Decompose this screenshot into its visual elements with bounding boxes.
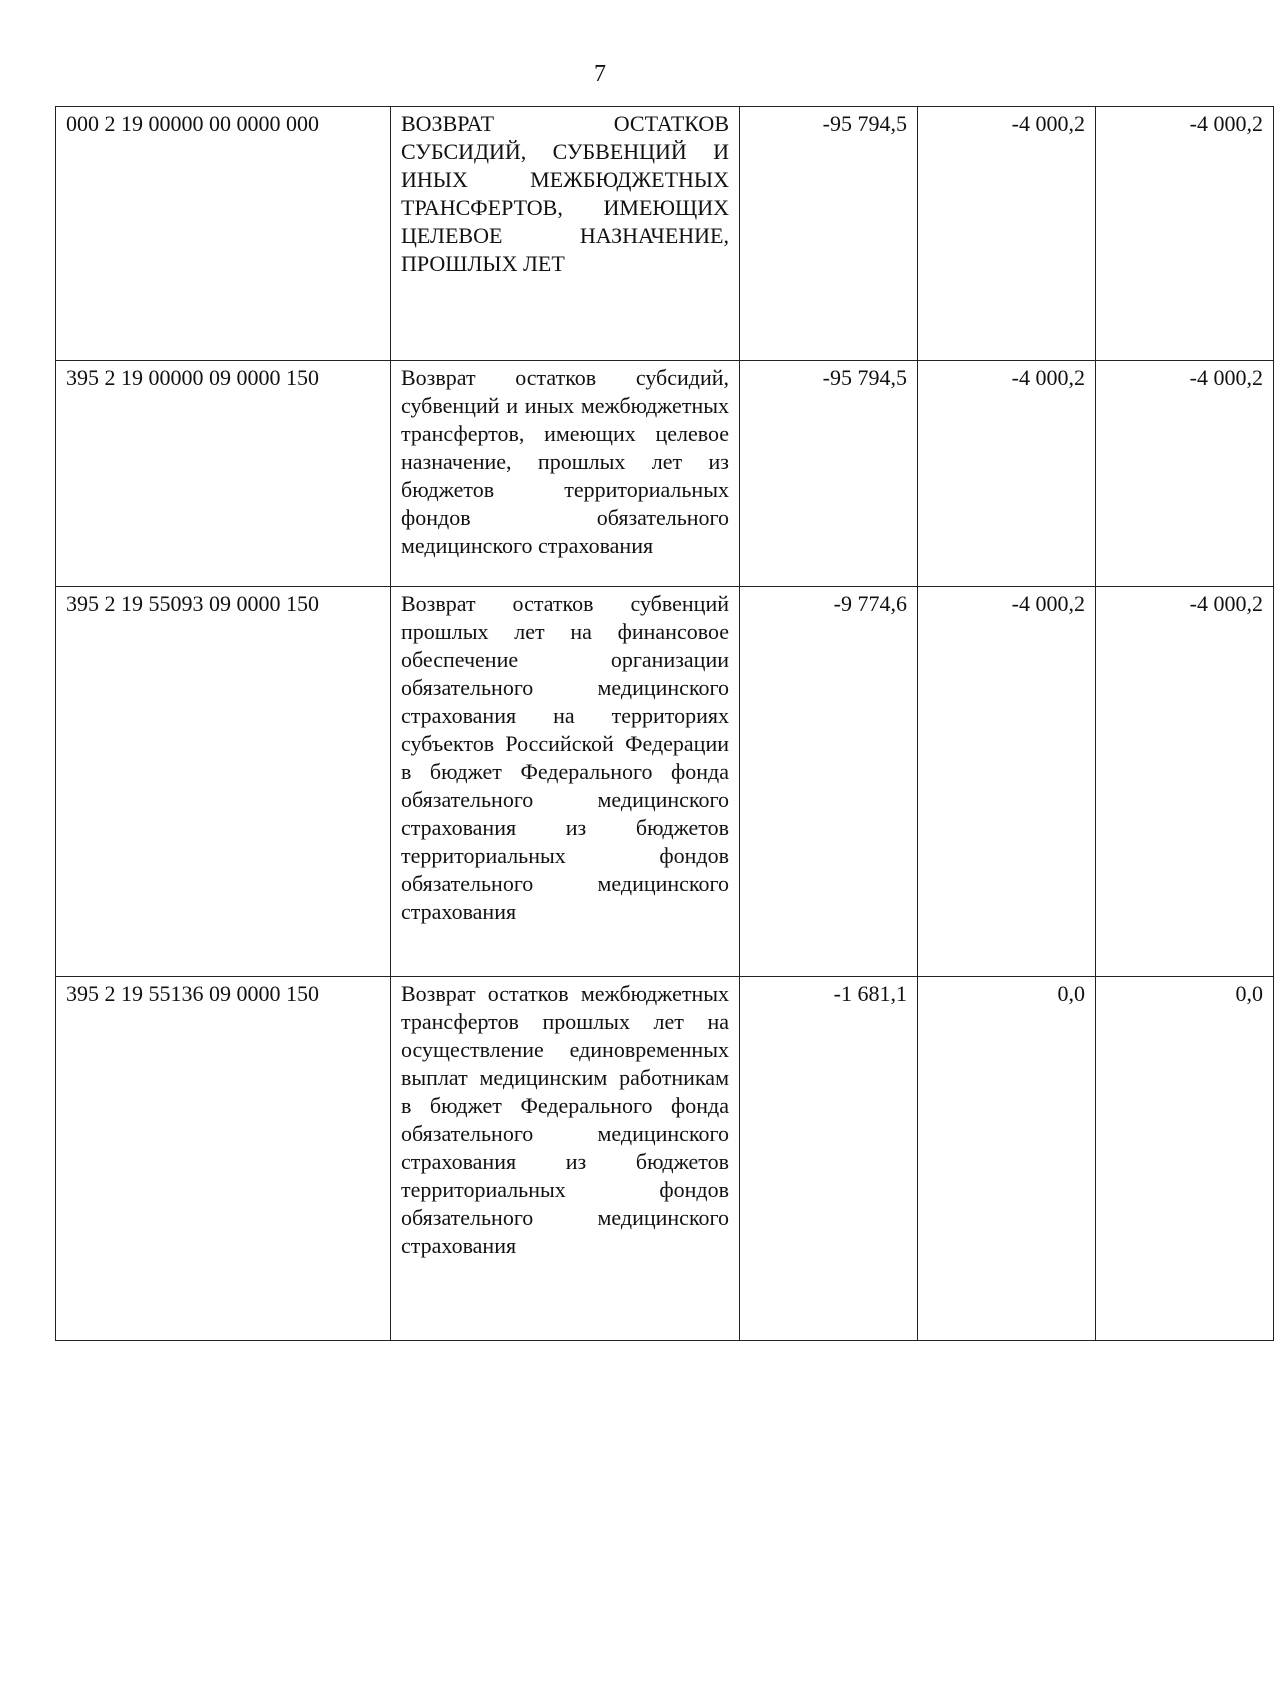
revenue-name-text: Возврат остатков межбюджетных трансфертов прошлых лет на осуществление единовременных выплат медицинским работникам в бюджет Федерального фонда обязательного медицинского страхования из бюджетов территориальных фондов обязательного медицинского страхования: [401, 981, 729, 1258]
amount-cell-2: -4 000,2: [918, 361, 1096, 587]
table-row: [56, 977, 1274, 1341]
revenue-name-text: Возврат остатков субвенций прошлых лет на финансовое обеспечение организации обязательного медицинского страхования на территориях субъектов Российской Федерации в бюджет Федерального фонда обязательного медицинского страхования из бюджетов территориальных фондов обязательного медицинского страхования: [401, 591, 729, 924]
revenue-name-text: Возврат остатков субсидий, субвенций и иных межбюджетных трансфертов, имеющих целевое назначение, прошлых лет из бюджетов территориальных фондов обязательного медицинского страхования: [401, 365, 729, 558]
revenue-name-cell: [391, 587, 740, 977]
amount-cell-1: -95 794,5: [740, 361, 918, 587]
amount-cell-2: -4 000,2: [918, 587, 1096, 977]
budget-code-cell: 395 2 19 55093 09 0000 150: [56, 587, 391, 977]
table-row: [56, 361, 1274, 587]
amount-cell-2: 0,0: [918, 977, 1096, 1341]
budget-code-cell: 395 2 19 00000 09 0000 150: [56, 361, 391, 587]
amount-cell-1: -95 794,5: [740, 107, 918, 361]
amount-cell-1: -1 681,1: [740, 977, 918, 1341]
amount-cell-2: -4 000,2: [918, 107, 1096, 361]
budget-code-cell: 000 2 19 00000 00 0000 000: [56, 107, 391, 361]
budget-table: [55, 106, 1274, 1341]
revenue-name-cell: [391, 977, 740, 1341]
budget-code-cell: 395 2 19 55136 09 0000 150: [56, 977, 391, 1341]
table-row: [56, 587, 1274, 977]
amount-cell-1: -9 774,6: [740, 587, 918, 977]
amount-cell-3: 0,0: [1096, 977, 1274, 1341]
page-number: 7: [594, 61, 606, 87]
revenue-name-cell: [391, 361, 740, 587]
revenue-name-cell: [391, 107, 740, 361]
amount-cell-3: -4 000,2: [1096, 107, 1274, 361]
table-row: [56, 107, 1274, 361]
amount-cell-3: -4 000,2: [1096, 361, 1274, 587]
amount-cell-3: -4 000,2: [1096, 587, 1274, 977]
revenue-name-text: ВОЗВРАТ ОСТАТКОВ СУБСИДИЙ, СУБВЕНЦИЙ И ИНЫХ МЕЖБЮДЖЕТНЫХ ТРАНСФЕРТОВ, ИМЕЮЩИХ ЦЕЛЕВОЕ НАЗНАЧЕНИЕ, ПРОШЛЫХ ЛЕТ: [401, 111, 729, 276]
